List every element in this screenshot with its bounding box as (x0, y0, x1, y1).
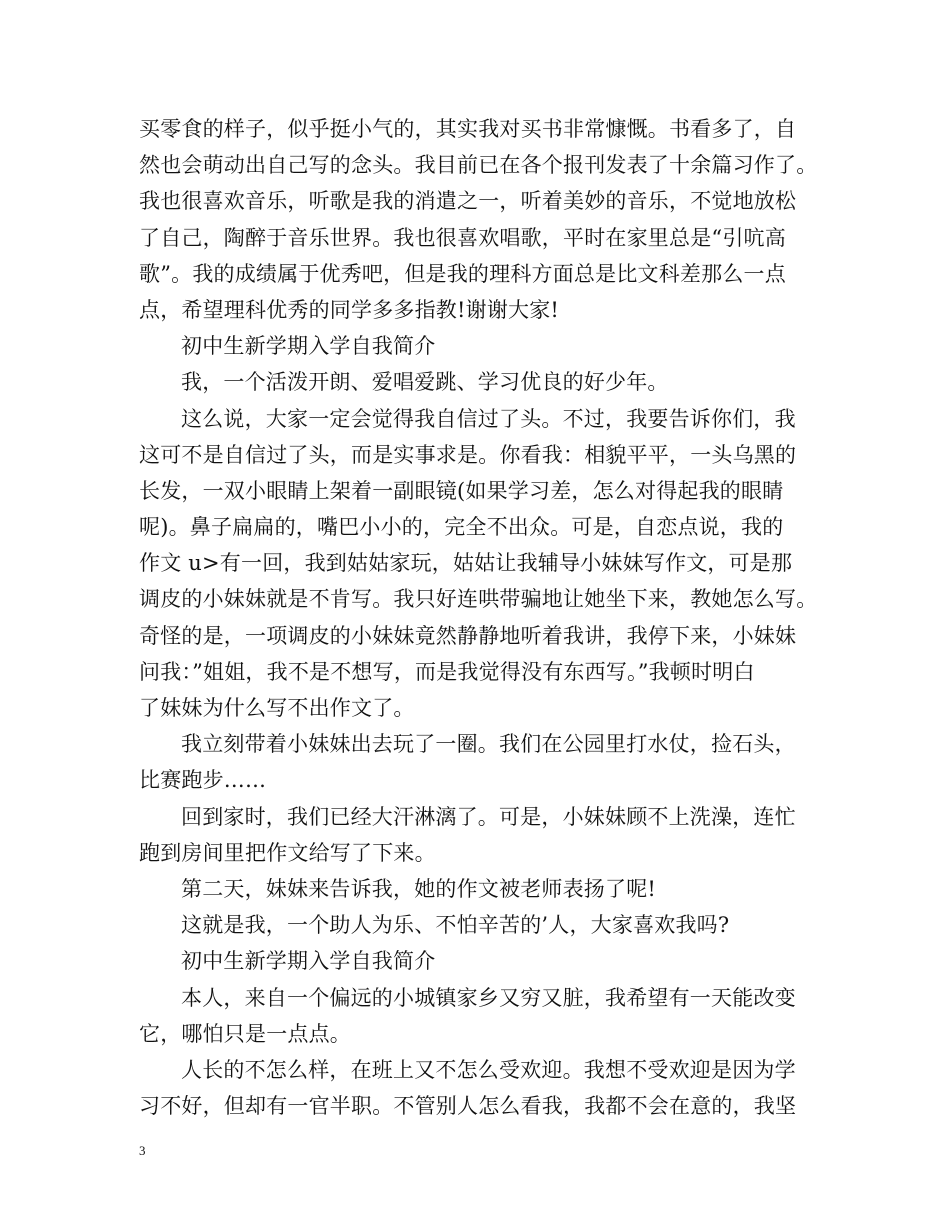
text-line: 作文 u>有一回，我到姑姑家玩，姑姑让我辅导小妹妹写作文，可是那 (139, 551, 793, 576)
text-line: 了自己，陶醉于音乐世界。我也很喜欢唱歌，平时在家里总是“引吭高 (139, 225, 786, 250)
text-line: 这就是我，一个助人为乐、不怕辛苦的’人，大家喜欢我吗? (181, 913, 730, 938)
text-line: 人长的不怎么样，在班上又不怎么受欢迎。我想不受欢迎是因为学 (181, 1057, 796, 1082)
text-line: 回到家时，我们已经大汗淋漓了。可是，小妹妹顾不上洗澡，连忙 (181, 804, 796, 829)
text-line: 它，哪怕只是一点点。 (139, 1021, 351, 1046)
text-line: 我立刻带着小妹妹出去玩了一圈。我们在公园里打水仗，捡石头， (181, 732, 796, 757)
text-line: 了妹妹为什么写不出作文了。 (139, 696, 415, 720)
text-line: 比赛跑步…… (139, 768, 267, 793)
body-text (139, 111, 819, 1124)
text-line: 长发，一双小眼睛上架着一副眼镜(如果学习差，怎么对得起我的眼睛 (139, 478, 784, 503)
text-line: 问我：”姐姐，我不是不想写，而是我觉得没有东西写。”我顿时明白 (139, 659, 755, 684)
text-line: 呢)。鼻子扁扁的，嘴巴小小的，完全不出众。可是，自恋点说，我的 (139, 515, 784, 540)
text-line: 这么说，大家一定会觉得我自信过了头。不过，我要告诉你们，我 (181, 406, 796, 431)
text-line: 歌”。我的成绩属于优秀吧，但是我的理科方面总是比文科差那么一点 (139, 261, 786, 286)
text-line: 点，希望理科优秀的同学多多指教!谢谢大家! (139, 297, 560, 322)
text-line: 初中生新学期入学自我简介 (181, 949, 436, 974)
text-line: 调皮的小妹妹就是不肯写。我只好连哄带骗地让她坐下来，教她怎么写。 (139, 587, 818, 612)
text-line: 跑到房间里把作文给写了下来。 (139, 840, 436, 865)
text-line: 第二天，妹妹来告诉我，她的作文被老师表扬了呢! (181, 876, 657, 901)
text-line: 奇怪的是，一项调皮的小妹妹竟然静静地听着我讲，我停下来，小妹妹 (139, 623, 797, 648)
text-line: 初中生新学期入学自我简介 (181, 334, 436, 359)
text-line: 然也会萌动出自己写的念头。我目前已在各个报刊发表了十余篇习作了。 (139, 153, 818, 178)
text-line: 我也很喜欢音乐，听歌是我的消遣之一，听着美妙的音乐，不觉地放松 (139, 189, 797, 214)
text-line: 买零食的样子，似乎挺小气的，其实我对买书非常慷慨。书看多了，自 (139, 117, 797, 141)
text-line: 这可不是自信过了头，而是实事求是。你看我：相貌平平，一头乌黑的 (139, 442, 797, 467)
text-line: 本人，来自一个偏远的小城镇家乡又穷又脏，我希望有一天能改变 (181, 985, 796, 1010)
page-number: 3 (139, 1143, 146, 1158)
text-line: 我，一个活泼开朗、爱唱爱跳、学习优良的好少年。 (181, 370, 669, 395)
text-line: 习不好，但却有一官半职。不管别人怎么看我，我都不会在意的，我坚 (139, 1094, 797, 1119)
